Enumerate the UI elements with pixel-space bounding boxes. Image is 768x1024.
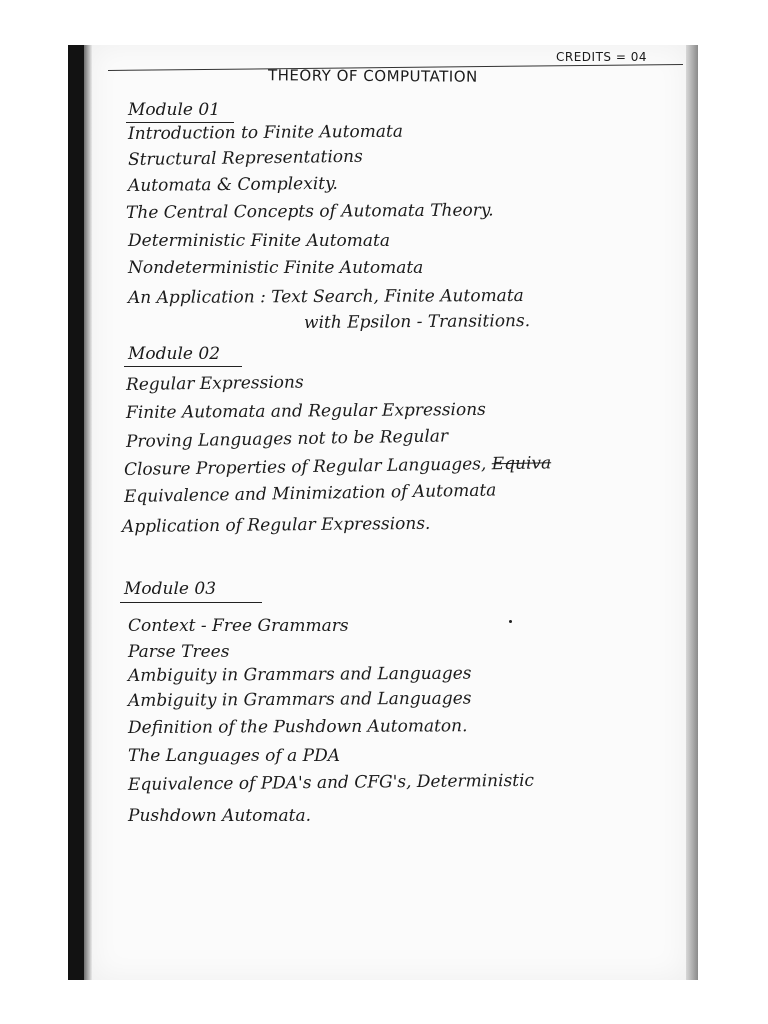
- module-01-line: Structural Representations: [127, 146, 363, 170]
- module-01-line: Deterministic Finite Automata: [128, 231, 390, 251]
- module-01-line: The Central Concepts of Automata Theory.: [125, 200, 494, 223]
- module-01-line: Nondeterministic Finite Automata: [128, 258, 424, 278]
- module-02-line: Application of Regular Expressions.: [121, 513, 431, 537]
- notebook-binding: [68, 45, 84, 980]
- module-03-line: Context - Free Grammars: [128, 616, 349, 636]
- module-03-line: Parse Trees: [128, 642, 230, 662]
- module-03-line: Equivalence of PDA's and CFG's, Deterministic: [127, 770, 535, 795]
- module-03-heading: Module 03: [124, 579, 217, 599]
- module-01-heading: Module 01: [128, 100, 221, 120]
- struck-out-word: Equiva: [491, 453, 552, 475]
- credits-label: CREDITS = 04: [556, 50, 647, 64]
- binding-shadow: [84, 45, 92, 980]
- module-01-line: with Epsilon - Transitions.: [303, 311, 531, 333]
- module-02-line: Proving Languages not to be Regular: [125, 426, 449, 452]
- module-03-line: Ambiguity in Grammars and Languages: [127, 663, 472, 686]
- page-title: THEORY OF COMPUTATION: [267, 66, 478, 86]
- module-03-line: Ambiguity in Grammars and Languages: [127, 688, 472, 711]
- page-edge-shadow: [686, 45, 698, 980]
- module-02-line: Equivalence and Minimization of Automata: [123, 480, 497, 507]
- module-03-underline: [120, 602, 262, 603]
- ink-dot: [509, 620, 512, 623]
- module-02-underline: [124, 366, 242, 367]
- module-02-line: Finite Automata and Regular Expressions: [125, 399, 486, 423]
- module-02-heading: Module 02: [128, 344, 221, 364]
- module-02-line: Regular Expressions: [125, 372, 304, 395]
- module-03-line: Pushdown Automata.: [128, 806, 311, 826]
- module-03-line: The Languages of a PDA: [128, 746, 340, 766]
- module-01-line: An Application : Text Search, Finite Automata: [127, 285, 524, 308]
- module-02-line-text: Closure Properties of Regular Languages,: [123, 454, 487, 480]
- module-03-line: Definition of the Pushdown Automaton.: [127, 716, 468, 738]
- module-01-line: Automata & Complexity.: [127, 173, 338, 196]
- module-01-line: Introduction to Finite Automata: [127, 121, 404, 144]
